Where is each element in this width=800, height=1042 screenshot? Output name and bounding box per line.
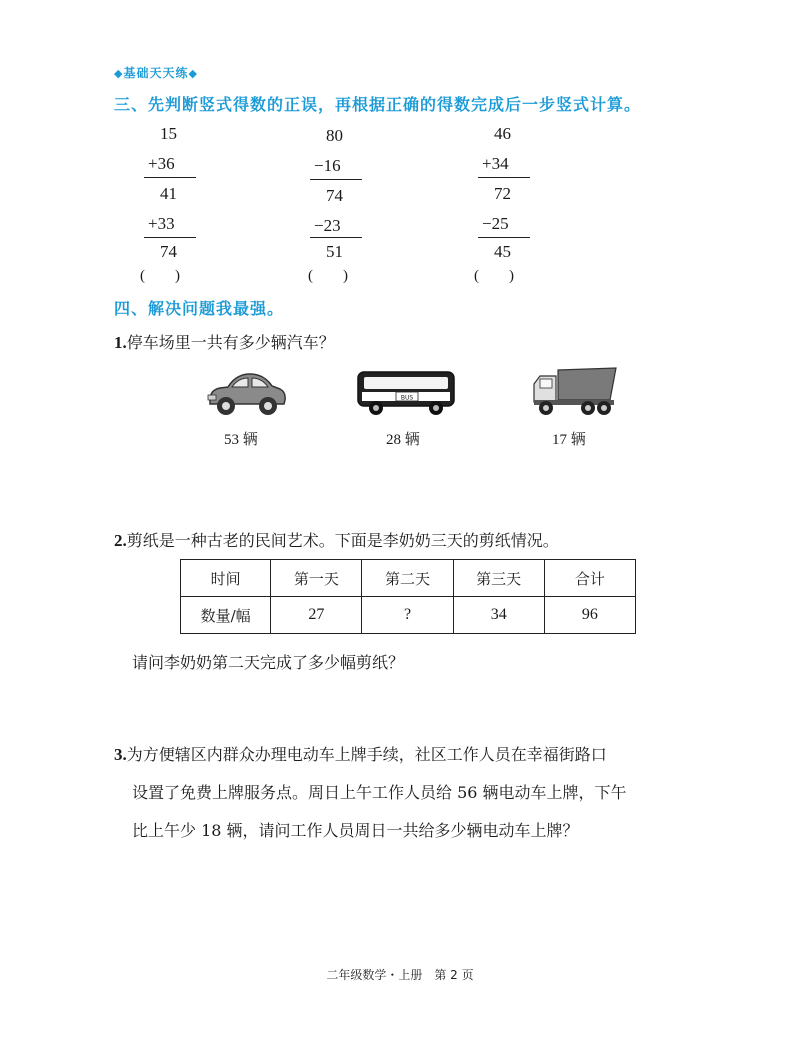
bus-icon: [356, 368, 456, 416]
question-1: [114, 330, 335, 353]
question-text: 剪纸是一种古老的民间艺术。下面是李奶奶三天的剪纸情况。: [126, 531, 559, 550]
calc-line: [310, 237, 362, 238]
diamond-icon: ◆: [188, 67, 198, 80]
section-4-title: 四、解决问题我最强。: [114, 299, 285, 318]
table-header-cell: 时间: [181, 560, 271, 597]
table-header-cell: 第一天: [271, 560, 362, 597]
table-cell: 96: [544, 597, 635, 634]
vehicle-count-label: 28 辆: [386, 432, 420, 448]
question-number: 1.: [114, 333, 127, 352]
paper-cutting-table: [180, 559, 636, 634]
table-header-cell: 第三天: [453, 560, 544, 597]
table-header-row: [181, 560, 636, 597]
question-text: 为方便辖区内群众办理电动车上牌手续，社区工作人员在幸福街路口: [126, 745, 607, 764]
calc-line: [478, 237, 530, 238]
calc-operand: 46: [494, 124, 511, 143]
calc-line: [310, 179, 362, 180]
calc-result: 74: [326, 186, 343, 205]
question-2: [114, 528, 559, 551]
question-3: [114, 736, 714, 850]
car-icon: [204, 368, 288, 418]
question-text: 停车场里一共有多少辆汽车？: [126, 333, 335, 352]
answer-blank[interactable]: ( ): [474, 268, 514, 284]
vertical-calc-3: [474, 124, 554, 284]
section-3-title: 三、先判断竖式得数的正误，再根据正确的得数完成后一步竖式计算。: [114, 95, 642, 114]
question-3-line-2: 设置了免费上牌服务点。周日上午工作人员给 56 辆电动车上牌，下午: [132, 783, 627, 802]
question-3-line-1: [114, 736, 714, 774]
calc-operand: −25: [482, 214, 509, 233]
bus-sign-text: BUS: [400, 394, 414, 402]
calc-operand: 15: [160, 124, 177, 143]
calc-line: [144, 177, 196, 178]
vehicle-count-label: 53 辆: [224, 432, 258, 448]
calc-operand: −23: [314, 216, 341, 235]
table-header-cell: 合计: [544, 560, 635, 597]
page-footer: 二年级数学・上册 第 2 页: [326, 968, 474, 982]
question-3-line-3: 比上午少 18 辆，请问工作人员周日一共给多少辆电动车上牌？: [132, 821, 579, 840]
calc-result: 51: [326, 242, 343, 261]
diamond-icon: ◆: [114, 67, 124, 80]
vehicle-count-label: 17 辆: [552, 432, 586, 448]
truck-icon: [530, 364, 618, 418]
calc-result: 45: [494, 242, 511, 261]
question-number: 3.: [114, 745, 127, 764]
calc-result: 74: [160, 242, 177, 261]
table-cell: 数量/幅: [181, 597, 271, 634]
table-cell: 27: [271, 597, 362, 634]
calc-result: 41: [160, 184, 177, 203]
section-tag: [114, 64, 198, 81]
question-2-ask: 请问李奶奶第二天完成了多少幅剪纸？: [132, 653, 405, 672]
question-number: 2.: [114, 531, 127, 550]
calc-operand: +33: [148, 214, 175, 233]
vertical-calc-1: [140, 124, 220, 284]
answer-blank[interactable]: ( ): [140, 268, 180, 284]
table-header-cell: 第二天: [362, 560, 453, 597]
answer-blank[interactable]: ( ): [308, 268, 348, 284]
section-tag-label: 基础天天练: [123, 66, 189, 80]
vertical-calc-2: [306, 124, 386, 284]
table-cell: 34: [453, 597, 544, 634]
calc-result: 72: [494, 184, 511, 203]
calc-operand: +36: [148, 154, 175, 173]
table-cell: ?: [362, 597, 453, 634]
calc-operand: 80: [326, 126, 343, 145]
calc-operand: +34: [482, 154, 509, 173]
calc-operand: −16: [314, 156, 341, 175]
calc-line: [478, 177, 530, 178]
calc-line: [144, 237, 196, 238]
table-row: [181, 597, 636, 634]
